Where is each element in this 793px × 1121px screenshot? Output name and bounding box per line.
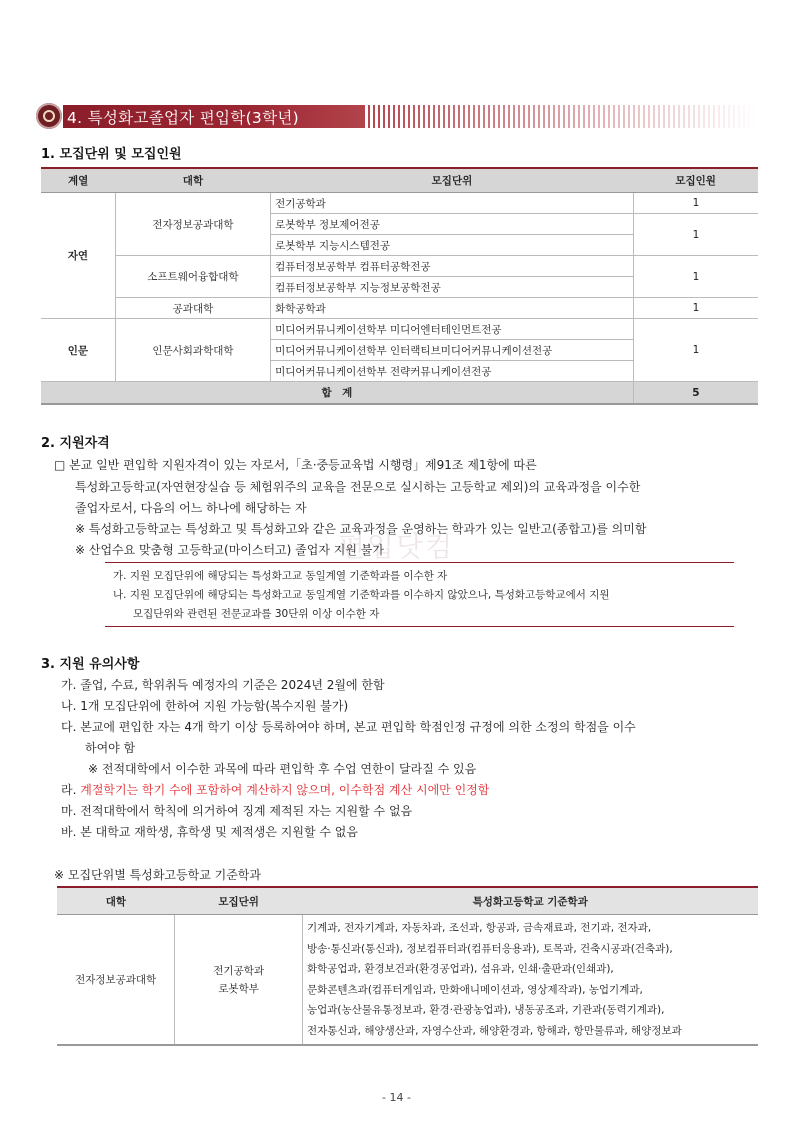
notice-line: 하여야 함 xyxy=(85,741,136,755)
header-unit: 모집단위 xyxy=(271,168,634,193)
section-banner xyxy=(36,103,758,129)
count-cell: 1 xyxy=(633,193,758,214)
notice-line: 다. 본교에 편입한 자는 4개 학기 이상 등록하여야 하며, 본교 편입학 학점인정 규정에 의한 소정의 학점을 이수 xyxy=(61,720,636,734)
recruitment-table xyxy=(41,167,758,405)
eligibility-note: ※ 산업수요 맞춤형 고등학교(마이스터고) 졸업자 지원 불가 xyxy=(75,543,384,557)
eligibility-line: □ 본교 일반 편입학 지원자격이 있는 자로서,「초·중등교육법 시행령」제91조 제1항에 따른 xyxy=(54,458,537,472)
dept-caption: ※ 모집단위별 특성화고등학교 기준학과 xyxy=(54,868,261,882)
unit-cell xyxy=(175,915,303,1046)
count-cell: 1 xyxy=(633,298,758,319)
notice-line: 가. 졸업, 수료, 학위취득 예정자의 기준은 2024년 2월에 한함 xyxy=(61,678,385,692)
notice-highlight: 계절학기는 학기 수에 포함하여 계산하지 않으며, 이수학점 계산 시에만 인정함 xyxy=(80,783,490,797)
unit-cell: 미디어커뮤니케이션학부 전략커뮤니케이션전공 xyxy=(271,361,634,382)
section3-heading: 3. 지원 유의사항 xyxy=(41,657,140,672)
dept-line: 전자통신과, 해양생산과, 자영수산과, 해양환경과, 항해과, 항만물류과, 해양정보과 xyxy=(306,1024,682,1037)
page-number: - 14 - xyxy=(382,1091,411,1104)
total-value: 5 xyxy=(633,382,758,405)
college-cell: 전자정보공과대학 xyxy=(57,915,175,1046)
count-cell: 1 xyxy=(633,319,758,382)
unit-cell: 컴퓨터정보공학부 컴퓨터공학전공 xyxy=(271,256,634,277)
header-count: 모집인원 xyxy=(633,168,758,193)
unit-cell: 로봇학부 정보제어전공 xyxy=(271,214,634,235)
total-label: 합 계 xyxy=(41,382,633,405)
eligibility-line: 졸업자로서, 다음의 어느 하나에 해당하는 자 xyxy=(75,501,307,515)
box-item: 모집단위와 관련된 전문교과를 30단위 이상 이수한 자 xyxy=(133,608,380,620)
unit-name: 로봇학부 xyxy=(218,982,259,995)
box-item: 가. 지원 모집단위에 해당되는 특성화고교 동일계열 기준학과를 이수한 자 xyxy=(113,570,448,582)
unit-cell: 미디어커뮤니케이션학부 미디어엔터테인먼트전공 xyxy=(271,319,634,340)
college-cell: 인문사회과학대학 xyxy=(115,319,270,382)
group-nature: 자연 xyxy=(41,193,115,319)
depts-cell xyxy=(302,915,758,1046)
notice-line: 마. 전적대학에서 학칙에 의거하여 징계 제적된 자는 지원할 수 없음 xyxy=(61,804,413,818)
unit-cell: 전기공학과 xyxy=(271,193,634,214)
notice-line: 바. 본 대학교 재학생, 휴학생 및 제적생은 지원할 수 없음 xyxy=(61,825,358,839)
banner-title: 4. 특성화고졸업자 편입학(3학년) xyxy=(67,109,299,127)
box-item: 나. 지원 모집단위에 해당되는 특성화고교 동일계열 기준학과를 이수하지 않았으나, 특성화고등학교에서 지원 xyxy=(113,589,610,601)
eligibility-line: 특성화고등학교(자연현장실습 등 체험위주의 교육을 전문으로 실시하는 고등학교 제외)의 교육과정을 이수한 xyxy=(75,480,641,494)
dept-line: 농업과(농산물유통정보과, 환경·관광농업과), 냉동공조과, 기관과(동력기계과), xyxy=(306,1004,665,1016)
eligibility-note: ※ 특성화고등학교는 특성화고 및 특성화고와 같은 교육과정을 운영하는 학과가 있는 일반고(종합고)를 의미함 xyxy=(75,522,647,536)
college-cell: 공과대학 xyxy=(115,298,270,319)
college-cell: 전자정보공과대학 xyxy=(115,193,270,256)
count-cell: 1 xyxy=(633,256,758,298)
section2-heading: 2. 지원자격 xyxy=(41,436,110,451)
section1-heading: 1. 모집단위 및 모집인원 xyxy=(41,147,182,162)
header-college: 대학 xyxy=(57,887,175,915)
header-depts: 특성화고등학교 기준학과 xyxy=(302,887,758,915)
college-cell: 소프트웨어융합대학 xyxy=(115,256,270,298)
watermark: 편입닷컴 xyxy=(338,530,455,563)
unit-cell: 미디어커뮤니케이션학부 인터랙티브미디어커뮤니케이션전공 xyxy=(271,340,634,361)
dept-line: 방송·통신과(통신과), 정보컴퓨터과(컴퓨터응용과), 토목과, 건축시공과(건축과), xyxy=(306,942,673,955)
header-field: 계열 xyxy=(41,168,115,193)
header-unit: 모집단위 xyxy=(175,887,303,915)
unit-cell: 컴퓨터정보공학부 지능정보공학전공 xyxy=(271,277,634,298)
university-emblem-icon xyxy=(36,103,62,129)
unit-cell: 화학공학과 xyxy=(271,298,634,319)
dept-table xyxy=(57,886,758,1046)
dept-line: 화학공업과, 환경보건과(환경공업과), 섬유과, 인쇄·출판과(인쇄과), xyxy=(306,963,614,975)
dept-line: 기계과, 전자기계과, 자동차과, 조선과, 항공과, 금속재료과, 전기과, 전자과, xyxy=(306,922,652,934)
notice-prefix: 라. xyxy=(61,783,77,797)
notice-note: ※ 전적대학에서 이수한 과목에 따라 편입학 후 수업 연한이 달라질 수 있음 xyxy=(88,762,477,776)
group-humanities: 인문 xyxy=(41,319,115,382)
count-cell: 1 xyxy=(633,214,758,256)
notice-line xyxy=(61,781,489,798)
unit-name: 전기공학과 xyxy=(213,964,264,977)
header-college: 대학 xyxy=(115,168,270,193)
notice-line: 나. 1개 모집단위에 한하여 지원 가능함(복수지원 불가) xyxy=(61,699,349,713)
banner-fade xyxy=(363,105,758,128)
dept-line: 문화콘텐츠과(컴퓨터게임과, 만화애니메이션과, 영상제작과), 농업기계과, xyxy=(306,983,643,996)
unit-cell: 로봇학부 지능시스템전공 xyxy=(271,235,634,256)
